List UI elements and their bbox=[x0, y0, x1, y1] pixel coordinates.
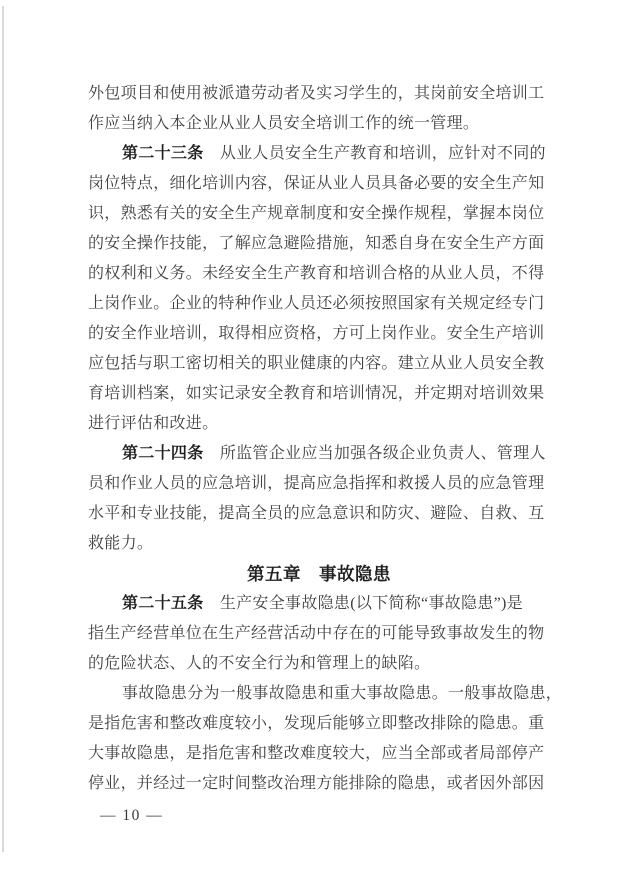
body-line: 识，熟悉有关的安全生产规章制度和安全操作规程，掌握本岗位 bbox=[88, 205, 545, 222]
body-line: 进行评估和改进。 bbox=[88, 415, 219, 432]
body-line: 应包括与职工密切相关的职业健康的内容。建立从业人员安全教 bbox=[88, 355, 545, 372]
body-line: 救能力。 bbox=[88, 535, 154, 552]
body-line: 的权利和义务。未经安全生产教育和培训合格的从业人员，不得 bbox=[88, 265, 545, 282]
article-number: 第二十三条 bbox=[122, 145, 204, 162]
article-text: 所监管企业应当加强各级企业负责人、管理人 bbox=[203, 445, 546, 462]
article-number: 第二十五条 bbox=[122, 595, 204, 612]
article-text: 从业人员安全生产教育和培训，应针对不同的 bbox=[203, 145, 546, 162]
body-line: 岗位特点，细化培训内容，保证从业人员具备必要的安全生产知 bbox=[88, 175, 545, 192]
body-line: 作应当纳入本企业从业人员安全培训工作的统一管理。 bbox=[88, 115, 480, 132]
body-line: 是指危害和整改难度较小，发现后能够立即整改排除的隐患。重 bbox=[88, 715, 545, 732]
body-line: 上岗作业。企业的特种作业人员还必须按照国家有关规定经专门 bbox=[88, 295, 545, 312]
body-line: 大事故隐患，是指危害和整改难度较大，应当全部或者局部停产 bbox=[88, 745, 545, 762]
body-line: 外包项目和使用被派遣劳动者及实习学生的，其岗前安全培训工 bbox=[88, 85, 545, 102]
chapter-heading: 第五章 事故隐患 bbox=[247, 564, 391, 584]
article-line bbox=[88, 139, 550, 169]
scan-edge-artifact bbox=[2, 6, 4, 852]
body-line: 员和作业人员的应急培训，提高应急指挥和救援人员的应急管理 bbox=[88, 475, 545, 492]
body-line: 事故隐患分为一般事故隐患和重大事故隐患。一般事故隐患， bbox=[122, 685, 563, 702]
article-line bbox=[88, 439, 550, 469]
body-line: 停业，并经过一定时间整改治理方能排除的隐患，或者因外部因 bbox=[88, 775, 545, 792]
article-text: 生产安全事故隐患(以下简称“事故隐患”)是 bbox=[203, 595, 523, 612]
article-number: 第二十四条 bbox=[122, 445, 204, 462]
document-body bbox=[88, 79, 563, 799]
body-line: 指生产经营单位在生产经营活动中存在的可能导致事故发生的物 bbox=[88, 625, 545, 642]
body-line: 的危险状态、人的不安全行为和管理上的缺陷。 bbox=[88, 655, 431, 672]
body-line: 的安全作业培训，取得相应资格，方可上岗作业。安全生产培训 bbox=[88, 325, 545, 342]
body-line: 水平和专业技能，提高全员的应急意识和防灾、避险、自救、互 bbox=[88, 505, 545, 522]
article-line bbox=[88, 589, 550, 619]
body-line: 的安全操作技能，了解应急避险措施，知悉自身在安全生产方面 bbox=[88, 235, 545, 252]
page-number: — 10 — bbox=[100, 807, 164, 824]
body-line: 育培训档案，如实记录安全教育和培训情况，并定期对培训效果 bbox=[88, 385, 545, 402]
